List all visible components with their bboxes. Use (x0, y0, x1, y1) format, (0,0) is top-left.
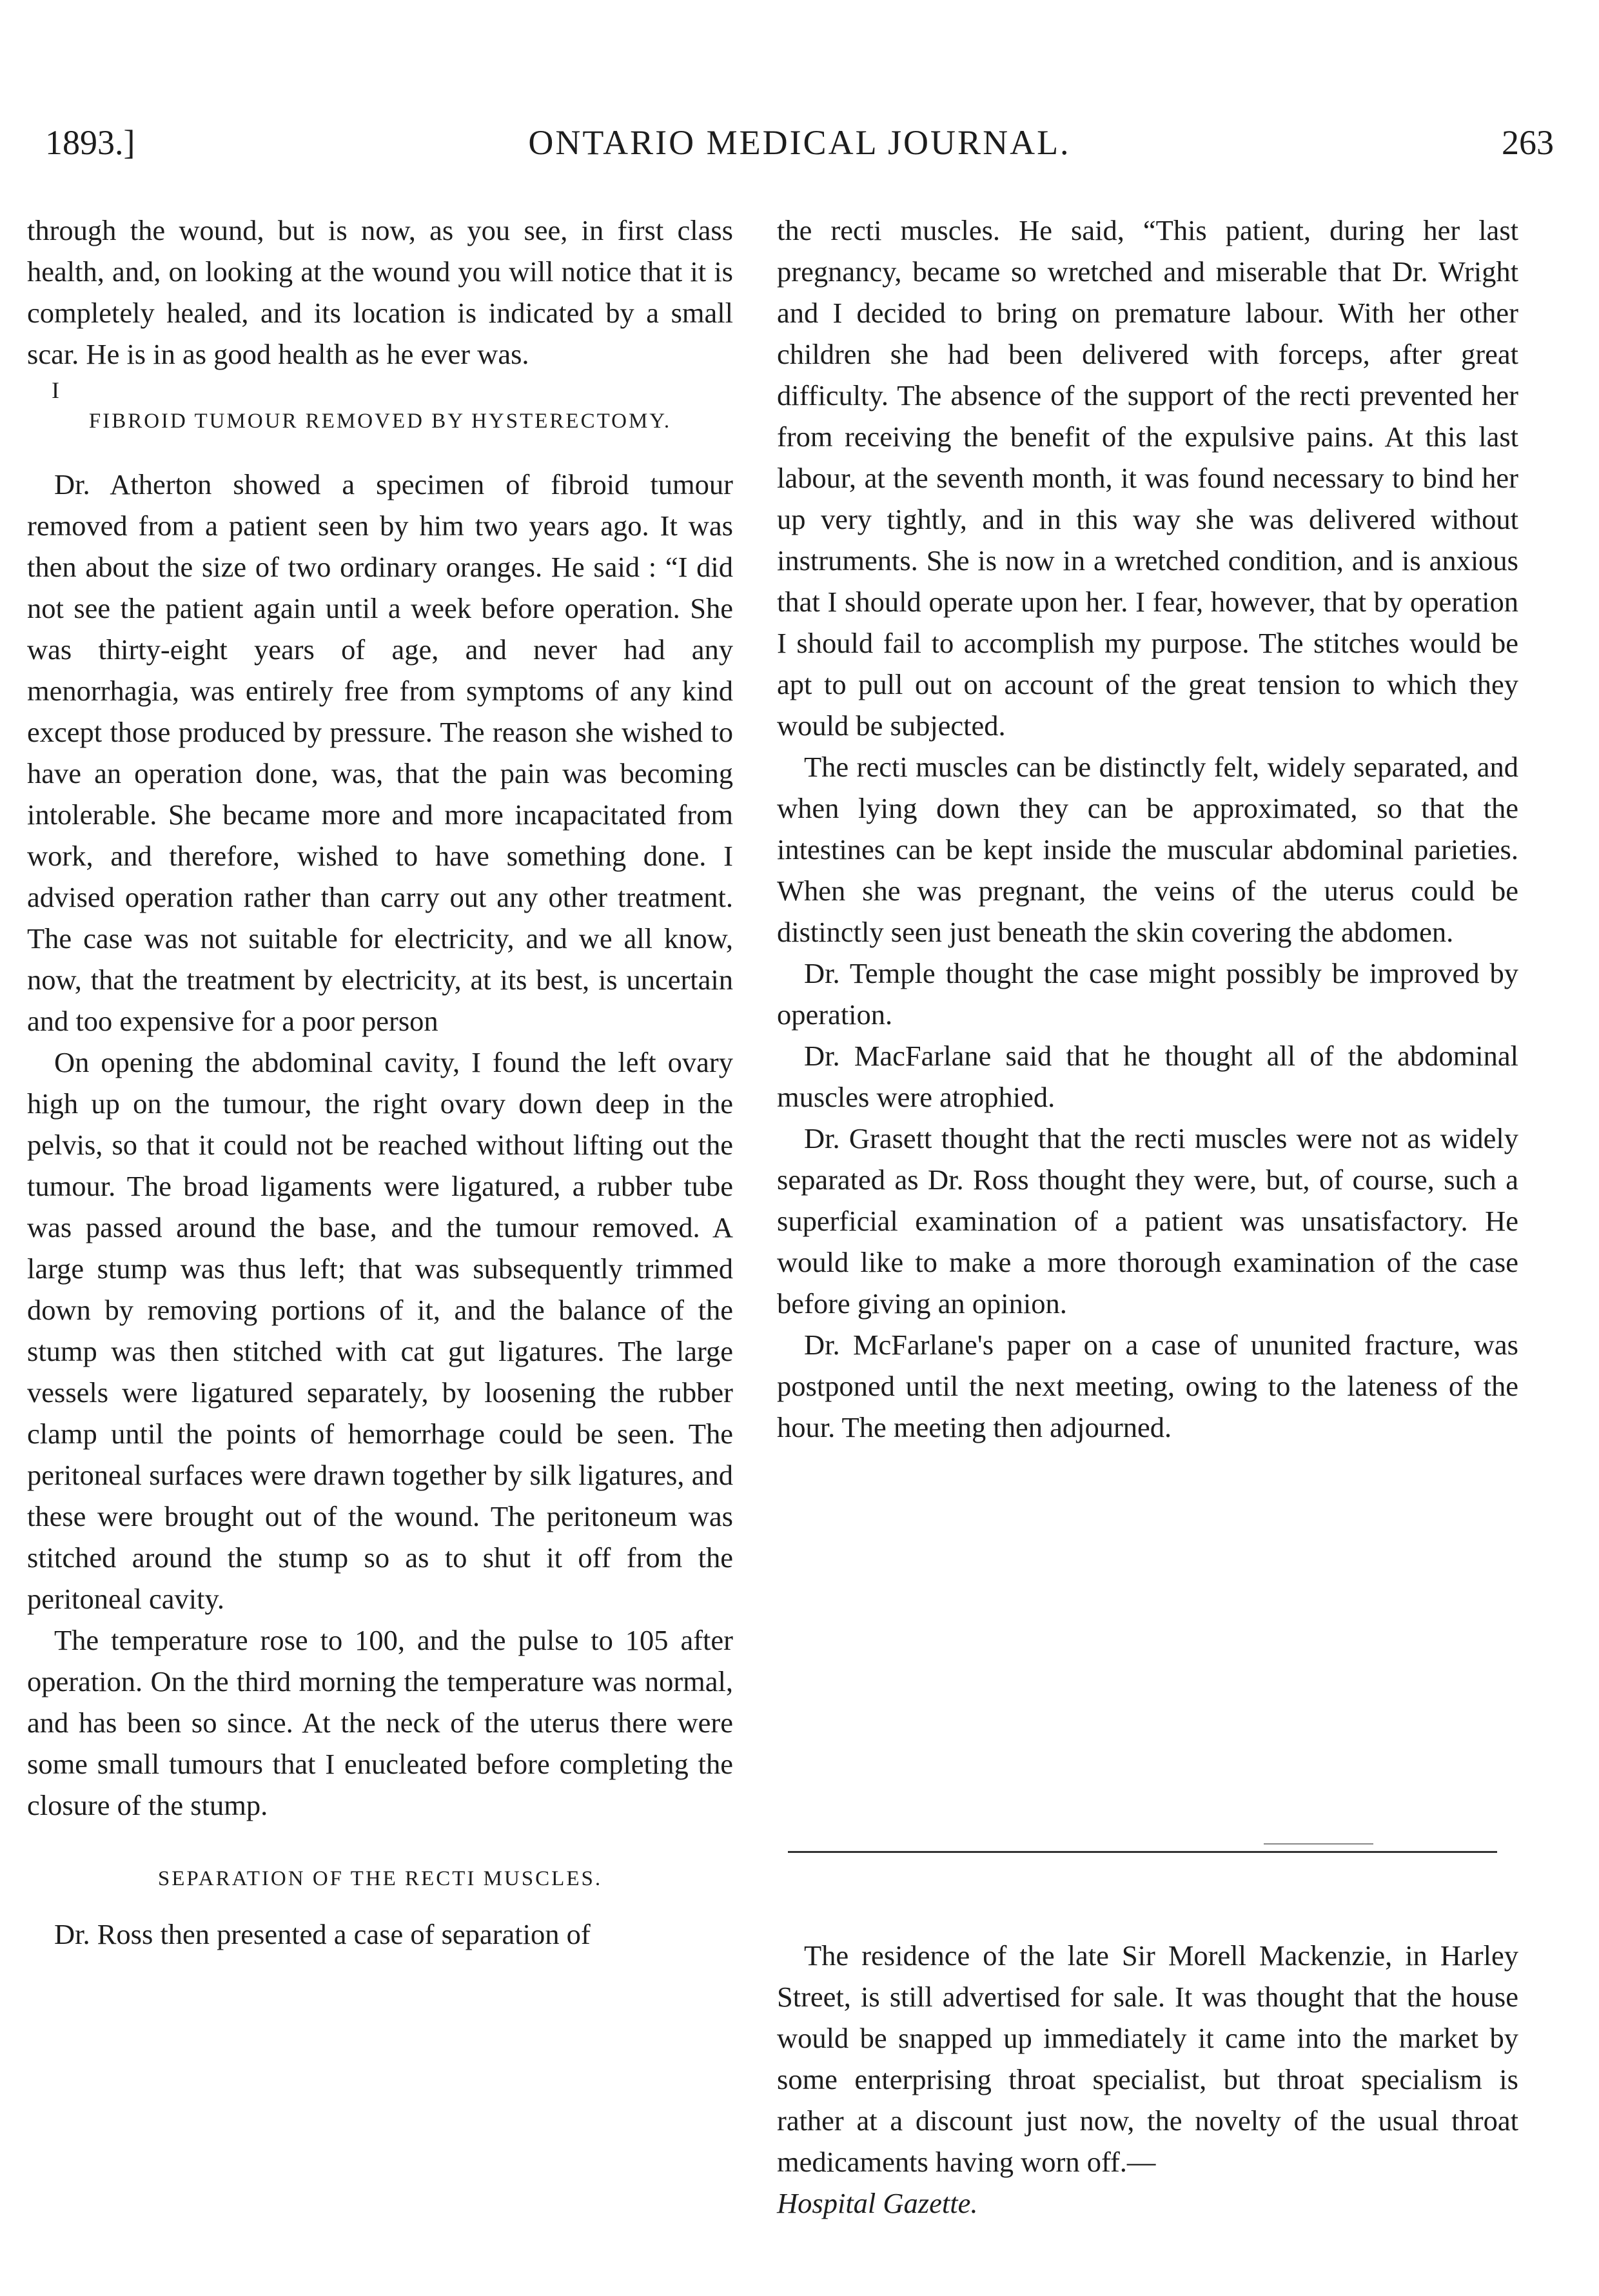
paragraph: Dr. McFarlane's paper on a case of ununited fracture, was postponed until the next meeting, owing to the lateness of the hour. The meeting then adjourned. (777, 1329, 1518, 1443)
paragraph: through the wound, but is now, as you see, in first class health, and, on looking at the wound you will notice that it is completely healed, and its location is indicated by a small scar. He is in as good health as he ever was. (27, 214, 733, 370)
paragraph: Dr. MacFarlane said that he thought all of the abdominal muscles were atrophied. (777, 1040, 1518, 1113)
paragraph: The residence of the late Sir Morell Mackenzie, in Harley Street, is still advertised for sale. It was thought that the house would be snapped up immediately it came into the market by some enterprising throat specialist, but throat specialism is rather at a discount just now, the novelty of the usual throat medicaments having worn off.— (777, 1939, 1518, 2178)
divider-faint (1264, 1843, 1373, 1845)
header-year: 1893.] (45, 123, 135, 162)
right-column (777, 210, 1518, 1448)
paragraph: The recti muscles can be distinctly felt, widely separated, and when lying down they can be approximated, so that the intestines can be kept inside the muscular abdominal parieties. When she was pregnant, the veins of the uterus could be distinctly seen just beneath the skin covering the abdomen. (777, 751, 1518, 948)
paragraph: Dr. Grasett thought that the recti muscles were not as widely separated as Dr. Ross thought they were, but, of course, such a superficial examination of a patient was unsatisfactory. He would like to make a more thorough examination of the case before giving an opinion. (777, 1122, 1518, 1320)
paragraph: Dr. Temple thought the case might possibly be improved by operation. (777, 957, 1518, 1031)
divider-rule (788, 1851, 1497, 1853)
paragraph: Dr. Atherton showed a specimen of fibroid tumour removed from a patient seen by him two years ago. It was then about the size of two ordinary oranges. He said : “I did not see the patient again until a week before operation. She was thirty-eight years of age, and never had any menorrhagia, was entirely free from symptoms of any kind except those produced by pressure. The reason she wished to have an operation done, was, that the pain was becoming intolerable. She became more and more incapacitated from work, and therefore, wished to have something done. I advised operation rather than carry out any other treatment. The case was not suitable for electricity, and we all know, now, that the treatment by electricity, at its best, is uncertain and too expensive for a poor person (27, 468, 733, 1037)
page-number: 263 (1502, 123, 1554, 162)
paragraph: The temperature rose to 100, and the pulse to 105 after operation. On the third morning the temperature was normal, and has been so since. At the neck of the uterus there were some small tumours that I enucleated before completing the closure of the stump. (27, 1624, 733, 1821)
news-item (777, 1935, 1518, 2224)
source-attribution: Hospital Gazette. (777, 2187, 978, 2219)
section-heading-fibroid: FIBROID TUMOUR REMOVED BY HYSTERECTOMY. (88, 410, 672, 433)
stray-mark: I (52, 377, 59, 403)
paragraph: the recti muscles. He said, “This patient, during her last pregnancy, became so wretched and miserable that Dr. Wright and I decided to bring on premature labour. With her other children she had been delivered with forceps, after great difficulty. The absence of the support of the recti prevented her from receiving the benefit of the expulsive pains. At this last labour, at the seventh month, it was found necessary to bind her up very tightly, and in this way she was delivered without instruments. She is now in a wretched condition, and is anxious that I should operate upon her. I fear, however, that by operation I should fail to accomplish my purpose. The stitches would be apt to pull out on account of the great tension to which they would be subjected. (777, 214, 1518, 742)
left-column (27, 210, 733, 1955)
section-heading-recti: SEPARATION OF THE RECTI MUSCLES. (157, 1867, 603, 1890)
paragraph: On opening the abdominal cavity, I found the left ovary high up on the tumour, the right ovary down deep in the pelvis, so that it could not be reached without lifting out the tumour. The broad ligaments were ligatured, a rubber tube was passed around the base, and the tumour removed. A large stump was thus left; that was subsequently trimmed down by removing portions of it, and the balance of the stump was then stitched with cat gut ligatures. The large vessels were ligatured separately, by loosening the rubber clamp until the points of hemorrhage could be seen. The peritoneal surfaces were drawn together by silk ligatures, and these were brought out of the wound. The peritoneum was stitched around the stump so as to shut it off from the peritoneal cavity. (27, 1046, 733, 1615)
running-head (45, 123, 1554, 174)
paragraph: Dr. Ross then presented a case of separation of (54, 1918, 591, 1950)
journal-title: ONTARIO MEDICAL JOURNAL. (528, 123, 1071, 162)
